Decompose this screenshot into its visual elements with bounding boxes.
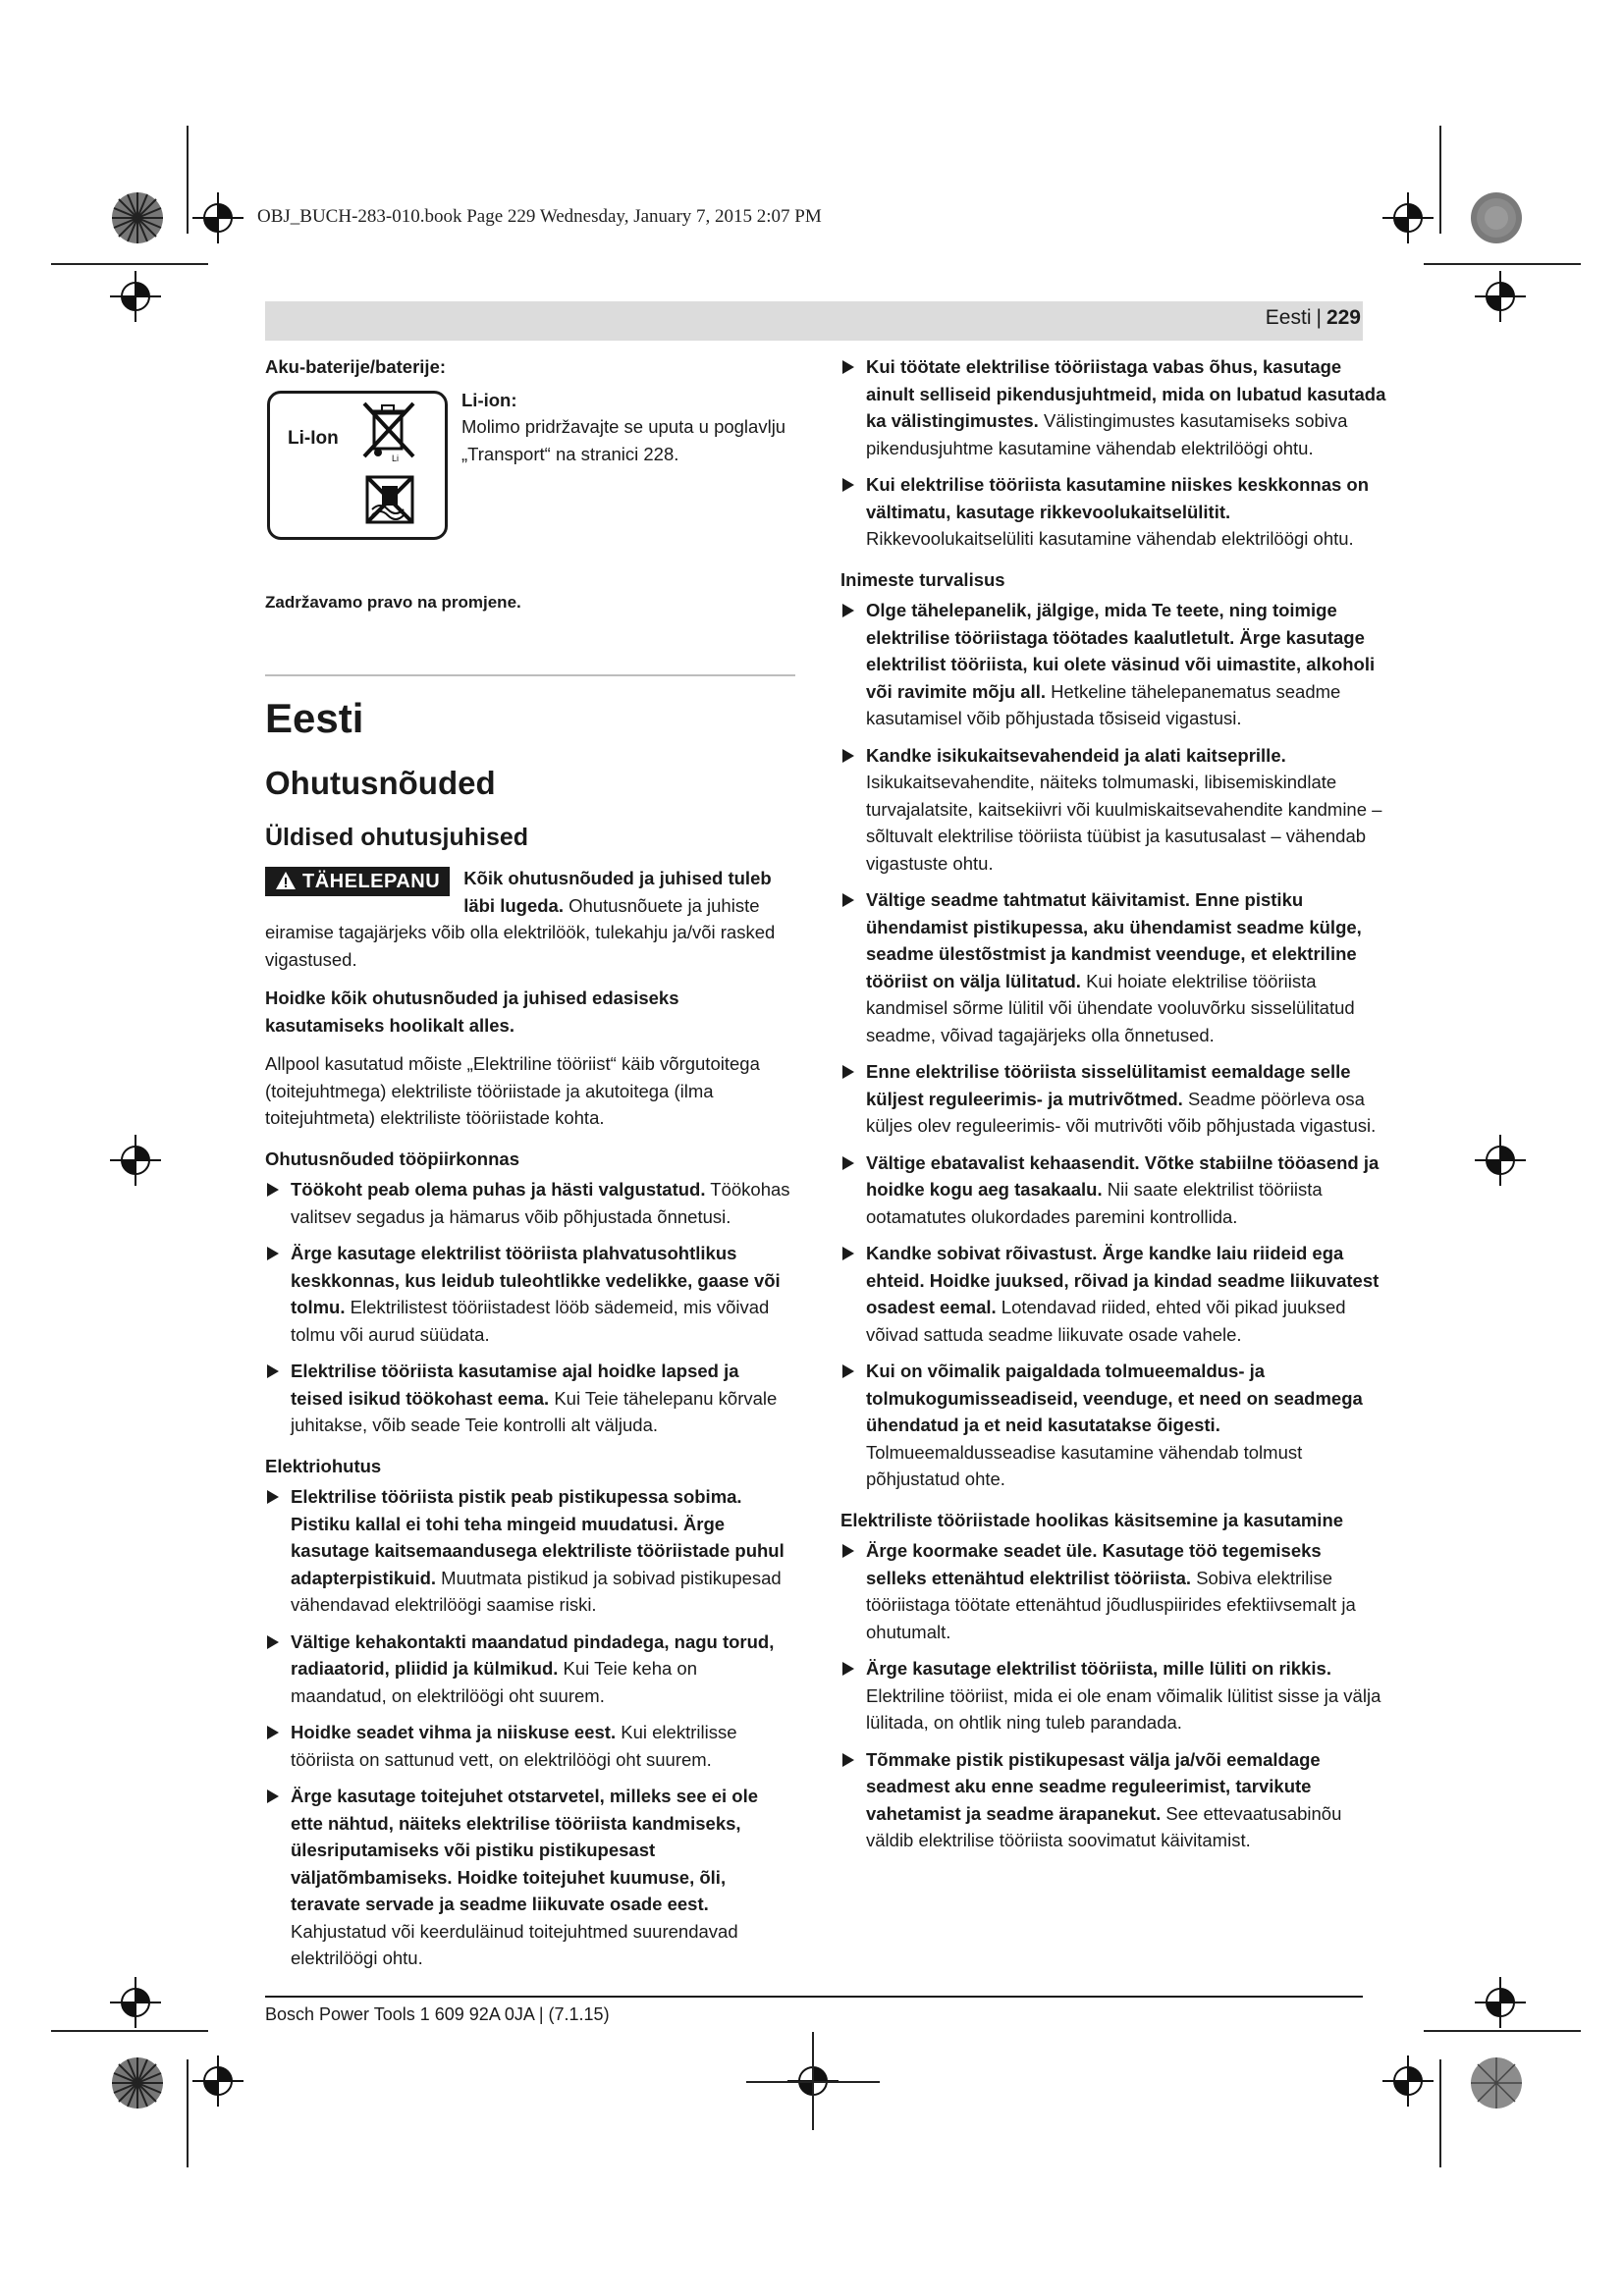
item-text: Kahjustatud või keerduläinud toitejuhtmed suurendavad elektrilöögi ohtu.: [291, 1920, 738, 1968]
bullet-triangle-icon: [842, 1364, 854, 1378]
liion-text: Molimo pridržavajte se uputa u poglavlju „Transport“ na stranici 228.: [461, 416, 786, 464]
color-target-icon: [1469, 2056, 1524, 2110]
list-item: [840, 1537, 1386, 1645]
crossed-bin-icon: [360, 400, 417, 462]
bullet-triangle-icon: [842, 1247, 854, 1260]
item-bold: Kandke sobivat rõivastust. Ärge kandke laiu riideid ega ehteid. Hoidke juuksed, rõivad ja kindad seadme liikuvatest osadest eemal.: [866, 1243, 1380, 1317]
registration-mark-icon: [110, 1135, 161, 1186]
list-item: [840, 1358, 1386, 1493]
list-item: [265, 1719, 795, 1773]
item-text: Elektriline tööriist, mida ei ole enam võimalik lülitist sisse ja välja lülitada, on ohtlik ning tuleb parandada.: [866, 1684, 1381, 1733]
registration-mark-icon: [110, 1977, 161, 2028]
item-text: Muutmata pistikud ja sobivad pistikupesad vähendavad elektrilöögi saamise riski.: [291, 1567, 782, 1615]
color-target-icon: [110, 190, 165, 245]
battery-symbol: [267, 391, 448, 540]
reservation-note: Zadržavamo pravo na promjene.: [265, 592, 521, 612]
item-bold: Olge tähelepanelik, jälgige, mida Te teete, ning toimige elektrilise tööriistaga töötades kaalutletult. Ärge kasutage elektrilist tööriista, kui olete väsinud või uimastite, alkoholi või ravimite mõju all.: [866, 600, 1376, 702]
item-text: Elektrilistest tööriistadest lööb sädemeid, mis võivad tolmu või aurud süüdata.: [291, 1297, 770, 1345]
item-bold: Ärge kasutage toitejuhet otstarvetel, milleks see ei ole ette nähtud, näiteks elektrilise tööriista kandmiseks, ülesriputamiseks või pistiku pistikupesast väljatõmbamiseks. Hoidke toitejuhet kuumuse, õli, teravate servade ja seadme liikuvate osade eest.: [291, 1786, 759, 1914]
list-tool-use: [840, 1537, 1386, 1854]
list-item: [840, 597, 1386, 732]
list-personal-safety: [840, 597, 1386, 1493]
header-bar: [265, 301, 1363, 341]
list-item: [840, 1149, 1386, 1231]
language-title: Eesti: [265, 695, 364, 741]
item-text: Töökohas valitsev segadus ja hämarus võib põhjustada õnnetusi.: [291, 1179, 790, 1227]
item-bold: Enne elektrilise tööriista sisselülitamist eemaldage selle küljest reguleerimis- ja mutrivõtmed.: [866, 1061, 1351, 1109]
warning-paragraph: [265, 865, 795, 973]
item-text: Kui Teie keha on maandatud, on elektrilöögi oht suurem.: [291, 1658, 698, 1706]
liion-note: [461, 387, 795, 468]
color-target-icon: [1469, 190, 1524, 245]
subsection-title: Üldised ohutusjuhised: [265, 824, 529, 851]
item-text: See ettevaatusabinõu väldib elektrilise tööriista soovimatut käivitamist.: [866, 1802, 1342, 1850]
bullet-triangle-icon: [267, 1364, 279, 1378]
list-item: [840, 1746, 1386, 1854]
bullet-triangle-icon: [267, 1490, 279, 1504]
footer-rule: [265, 1996, 1363, 1998]
section-name: Eesti: [1265, 306, 1312, 329]
section-title: Ohutusnõuded: [265, 765, 496, 801]
bullet-triangle-icon: [267, 1726, 279, 1739]
list-item: [840, 1655, 1386, 1736]
item-text: Seadme pöörleva osa küljes olev reguleerimis- või mutrivõti võib põhjustada vigastusi.: [866, 1088, 1377, 1136]
left-column: [265, 353, 795, 1982]
list-item: [265, 1358, 795, 1439]
definition-paragraph: Allpool kasutatud mõiste „Elektriline tööriist“ käib võrgutoitega (toitejuhtmega) elektriliste tööriistade ja akutoitega (ilma toitejuhtmeta) elektriliste tööriistade kohta.: [265, 1053, 760, 1128]
list-item: [265, 1629, 795, 1710]
item-bold: Kui on võimalik paigaldada tolmueemaldus- ja tolmukogumisseadiseid, veenduge, et need on seadmega ühendatud ja et neid kasutatakse õigesti.: [866, 1361, 1363, 1435]
page-number: 229: [1326, 306, 1361, 329]
page-header: [1266, 306, 1361, 330]
bullet-triangle-icon: [267, 1247, 279, 1260]
keep-instructions: Hoidke kõik ohutusnõuded ja juhised edasiseks kasutamiseks hoolikalt alles.: [265, 988, 679, 1036]
subheading-work-area: Ohutusnõuded tööpiirkonnas: [265, 1148, 519, 1169]
subheading-tool-use: Elektriliste tööriistade hoolikas käsitsemine ja kasutamine: [840, 1509, 1344, 1530]
list-item: [265, 1176, 795, 1230]
item-text: Nii saate elektrilist tööriista ootamatutes olukordades paremini kontrollida.: [866, 1179, 1323, 1227]
list-electrical-cont: [840, 353, 1386, 553]
item-bold: Vältige ebatavalist kehaasendit. Võtke stabiilne tööasend ja hoidke kogu aeg tasakaalu.: [866, 1151, 1380, 1200]
subheading-personal-safety: Inimeste turvalisus: [840, 568, 1005, 590]
item-bold: Hoidke seadet vihma ja niiskuse eest.: [291, 1722, 617, 1742]
list-item: [265, 1483, 795, 1619]
bullet-triangle-icon: [842, 749, 854, 763]
crossed-water-icon: [364, 474, 415, 525]
bullet-triangle-icon: [842, 1065, 854, 1079]
bullet-triangle-icon: [842, 604, 854, 617]
item-text: Hetkeline tähelepanematus seadme kasutamisel võib põhjustada tõsiseid vigastusi.: [866, 680, 1341, 728]
list-work-area: [265, 1176, 795, 1439]
bullet-triangle-icon: [267, 1183, 279, 1197]
registration-mark-icon: [1382, 2056, 1434, 2107]
list-item: [265, 1240, 795, 1348]
color-target-icon: [110, 2056, 165, 2110]
bullet-triangle-icon: [842, 893, 854, 907]
item-text: Rikkevoolukaitselüliti kasutamine vähendab elektrilöögi ohtu.: [866, 528, 1354, 549]
registration-mark-icon: [1475, 1135, 1526, 1186]
item-bold: Kandke isikukaitsevahendeid ja alati kaitseprille.: [866, 744, 1286, 766]
item-bold: Vältige kehakontakti maandatud pindadega, nagu torud, radiaatorid, pliidid ja külmikud.: [291, 1630, 775, 1679]
list-item: [840, 886, 1386, 1048]
registration-mark-icon: [110, 271, 161, 322]
registration-mark-icon: [192, 2056, 244, 2107]
item-bold: Ärge kasutage elektrilist tööriista, mille lüliti on rikkis.: [866, 1658, 1331, 1679]
item-bold: Kui töötate elektrilise tööriistaga vabas õhus, kasutage ainult selliseid pikendusjuhtmeid, mida on lubatud kasutada ka välistingimustes.: [866, 356, 1386, 431]
warning-badge-label: TÄHELEPANU: [302, 871, 441, 892]
item-bold: Ärge koormake seadet üle. Kasutage töö tegemiseks selleks ettenähtud elektrilist tööriista.: [866, 1540, 1322, 1588]
section-divider: [265, 674, 795, 676]
warning-bold: Kõik ohutusnõuded ja juhised tuleb läbi lugeda.: [463, 868, 772, 916]
item-bold: Elektrilise tööriista kasutamise ajal hoidke lapsed ja teised isikud töökohast eema.: [291, 1361, 739, 1409]
item-text: Kui hoiate elektrilise tööriista kandmisel sõrme lülitil või ühendate vooluvõrku sisselülitatud seadme, võivad tagajärjeks olla õnnetused.: [866, 970, 1355, 1045]
item-text: Isikukaitsevahendite, näiteks tolmumaski, libisemiskindlate turvajalatsite, kaitsekiivri või kuulmiskaitsevahendite kandmine – sõltuvalt elektrilise tööriista tüübist ja kasutusalast – vähendab vigastuste ohtu.: [866, 772, 1382, 874]
item-bold: Ärge kasutage elektrilist tööriista plahvatusohtlikus keskkonnas, kus leidub tuleohtlikke vedelikke, gaase või tolmu.: [291, 1243, 781, 1317]
item-bold: Elektrilise tööriista pistik peab pistikupessa sobima. Pistiku kallal ei tohi teha mingeid muudatusi. Ärge kasutage kaitsemaandusega elektriliste tööriistade puhul adapterpistikuid.: [291, 1486, 785, 1588]
bullet-triangle-icon: [842, 1662, 854, 1676]
bullet-triangle-icon: [842, 1544, 854, 1558]
list-item: [840, 1240, 1386, 1348]
liion-title: Li-ion:: [461, 389, 517, 410]
header-separator: |: [1316, 306, 1322, 329]
item-text: Välistingimustes kasutamiseks sobiva pikendusjuhtme kasutamine vähendab elektrilöögi ohtu.: [866, 410, 1348, 458]
bullet-triangle-icon: [842, 360, 854, 374]
subheading-electrical: Elektriohutus: [265, 1455, 382, 1476]
file-info: OBJ_BUCH-283-010.book Page 229 Wednesday, January 7, 2015 2:07 PM: [257, 206, 822, 227]
right-column: [840, 353, 1386, 1864]
item-bold: Kui elektrilise tööriista kasutamine niiskes keskkonnas on vältimatu, kasutage rikkevoolukaitselülitit.: [866, 474, 1370, 522]
registration-mark-icon: [1382, 192, 1434, 243]
battery-heading: Aku-baterije/baterije:: [265, 356, 447, 377]
item-bold: Tõmmake pistik pistikupesast välja ja/või eemaldage seadmest aku enne seadme reguleerimist, tarvikute vahetamist ja seadme ärapanekut.: [866, 1748, 1321, 1824]
bullet-triangle-icon: [267, 1789, 279, 1803]
warning-text: Ohutusnõuete ja juhiste eiramise tagajärjeks võib olla elektrilöök, tulekahju ja/või rasked vigastused.: [265, 894, 776, 970]
bullet-triangle-icon: [842, 1156, 854, 1170]
list-item: [265, 1783, 795, 1972]
list-item: [840, 1058, 1386, 1140]
warning-badge: [265, 867, 450, 896]
registration-mark-icon: [1475, 1977, 1526, 2028]
list-item: [840, 471, 1386, 553]
svg-text:Li: Li: [392, 453, 400, 462]
bullet-triangle-icon: [842, 1753, 854, 1767]
item-bold: Vältige seadme tahtmatut käivitamist. Enne pistiku ühendamist pistikupessa, aku ühendamist seadme külge, seadme ülestõstmist ja kandmist veenduge, et elektriline tööriist on välja lülitatud.: [866, 889, 1362, 991]
bullet-triangle-icon: [267, 1635, 279, 1649]
list-item: [840, 353, 1386, 461]
warning-triangle-icon: [275, 871, 297, 890]
battery-block: [265, 387, 795, 583]
item-text: Lotendavad riided, ehted või pikad juuksed võivad sattuda seadme liikuvate osade vahele.: [866, 1297, 1346, 1345]
registration-mark-icon: [1475, 271, 1526, 322]
battery-label: Li-Ion: [288, 427, 339, 449]
list-item: [840, 742, 1386, 878]
registration-mark-icon: [192, 192, 244, 243]
footer-text: Bosch Power Tools 1 609 92A 0JA | (7.1.15): [265, 2004, 610, 2024]
item-text: Sobiva elektrilise tööriistaga töötate ettenähtud jõudluspiirides efektiivsemalt ja ohutumalt.: [866, 1567, 1356, 1642]
item-text: Kui elektrilisse tööriista on sattunud vett, on elektrilöögi oht suurem.: [291, 1722, 737, 1770]
item-bold: Töökoht peab olema puhas ja hästi valgustatud.: [291, 1179, 706, 1200]
bullet-triangle-icon: [842, 478, 854, 492]
item-text: Kui Teie tähelepanu kõrvale juhitakse, võib seade Teie kontrolli alt väljuda.: [291, 1387, 778, 1435]
list-electrical: [265, 1483, 795, 1972]
item-text: Tolmueemaldusseadise kasutamine vähendab tolmust põhjustatud ohte.: [866, 1441, 1303, 1489]
